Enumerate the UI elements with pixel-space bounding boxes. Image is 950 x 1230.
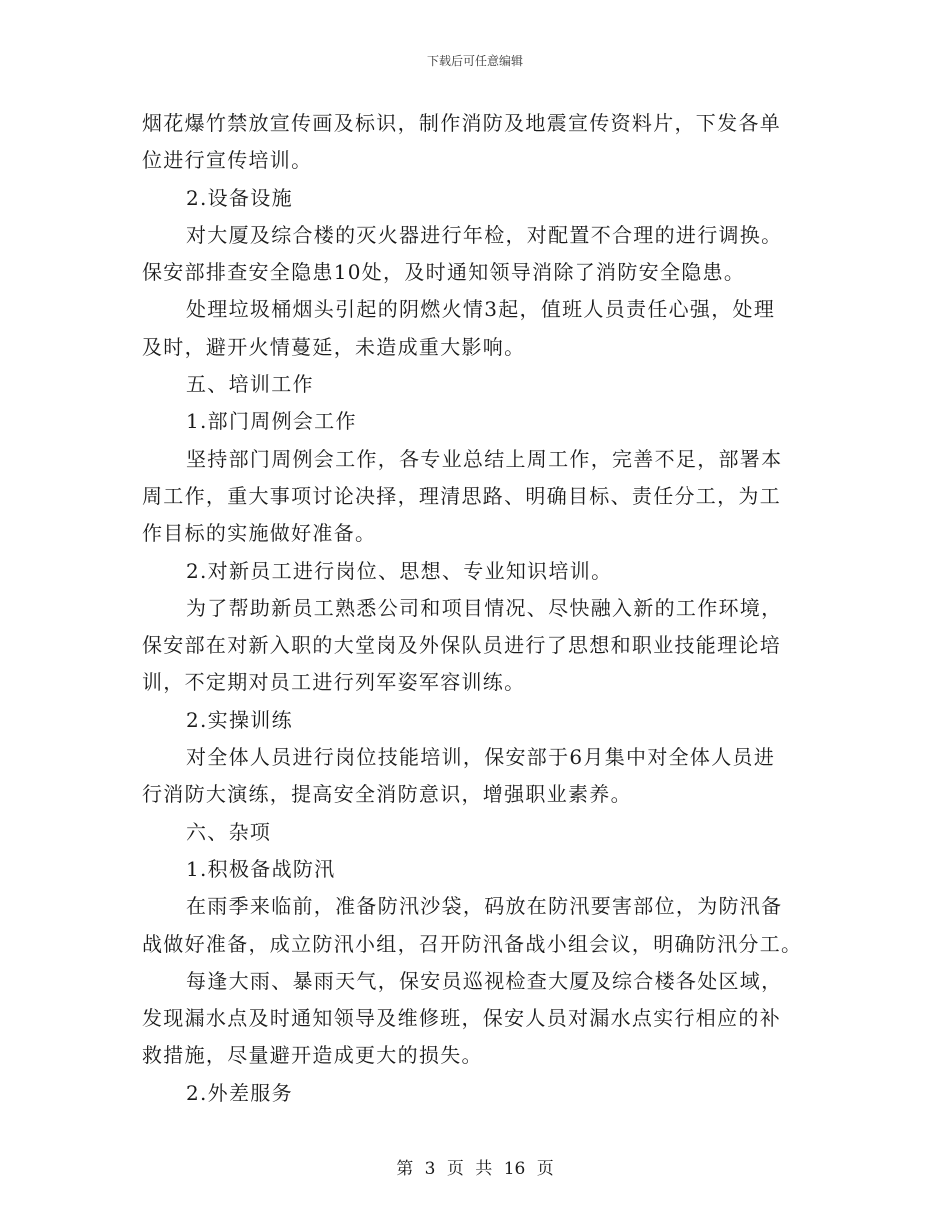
text-line: 坚持部门周例会工作，各专业总结上周工作，完善不足，部署本	[186, 446, 783, 471]
text-line: 五、培训工作	[186, 372, 314, 397]
text-line: 烟花爆竹禁放宣传画及标识，制作消防及地震宣传资料片，下发各单	[142, 111, 781, 135]
text-line: 位进行宣传培训。	[142, 148, 313, 173]
text-line: 在雨季来临前，准备防汛沙袋，码放在防汛要害部位，为防汛备	[186, 894, 783, 919]
text-line: 1.积极备战防汛	[186, 856, 336, 881]
text-line: 2.设备设施	[186, 185, 293, 210]
text-line: 六、杂项	[186, 819, 272, 844]
text-line: 处理垃圾桶烟头引起的阴燃火情3起，值班人员责任心强，处理	[186, 297, 776, 322]
text-line: 2.实操训练	[186, 707, 293, 732]
text-line: 对全体人员进行岗位技能培训，保安部于6月集中对全体人员进	[186, 745, 776, 770]
text-line: 对大厦及综合楼的灭火器进行年检，对配置不合理的进行调换。	[186, 222, 783, 247]
page-footer: 第 3 页 共 16 页	[396, 1159, 554, 1179]
text-line: 2.对新员工进行岗位、思想、专业知识培训。	[186, 558, 613, 583]
text-line: 周工作，重大事项讨论决择，理清思路、明确目标、责任分工，为工	[142, 483, 781, 508]
text-line: 每逢大雨、暴雨天气，保安员巡视检查大厦及综合楼各处区域，	[186, 968, 783, 993]
text-line: 训，不定期对员工进行列军姿军容训练。	[142, 670, 526, 695]
text-line: 作目标的实施做好准备。	[142, 521, 377, 546]
text-line: 行消防大演练，提高安全消防意识，增强职业素养。	[142, 782, 632, 807]
text-line: 救措施，尽量避开造成更大的损失。	[142, 1043, 483, 1068]
text-line: 及时，避开火情蔓延，未造成重大影响。	[142, 334, 526, 359]
text-line: 发现漏水点及时通知领导及维修班，保安人员对漏水点实行相应的补	[142, 1006, 781, 1031]
text-line: 1.部门周例会工作	[186, 409, 357, 434]
text-line: 保安部排查安全隐患10处，及时通知领导消除了消防安全隐患。	[142, 260, 746, 285]
document-body	[142, 105, 804, 1112]
page-header: 下载后可任意编辑	[426, 54, 523, 68]
text-line: 为了帮助新员工熟悉公司和项目情况、尽快融入新的工作环境，	[186, 595, 783, 620]
text-line: 保安部在对新入职的大堂岗及外保队员进行了思想和职业技能理论培	[142, 633, 781, 658]
text-line: 2.外差服务	[186, 1080, 293, 1105]
text-line: 战做好准备，成立防汛小组，召开防汛备战小组会议，明确防汛分工。	[142, 931, 803, 956]
